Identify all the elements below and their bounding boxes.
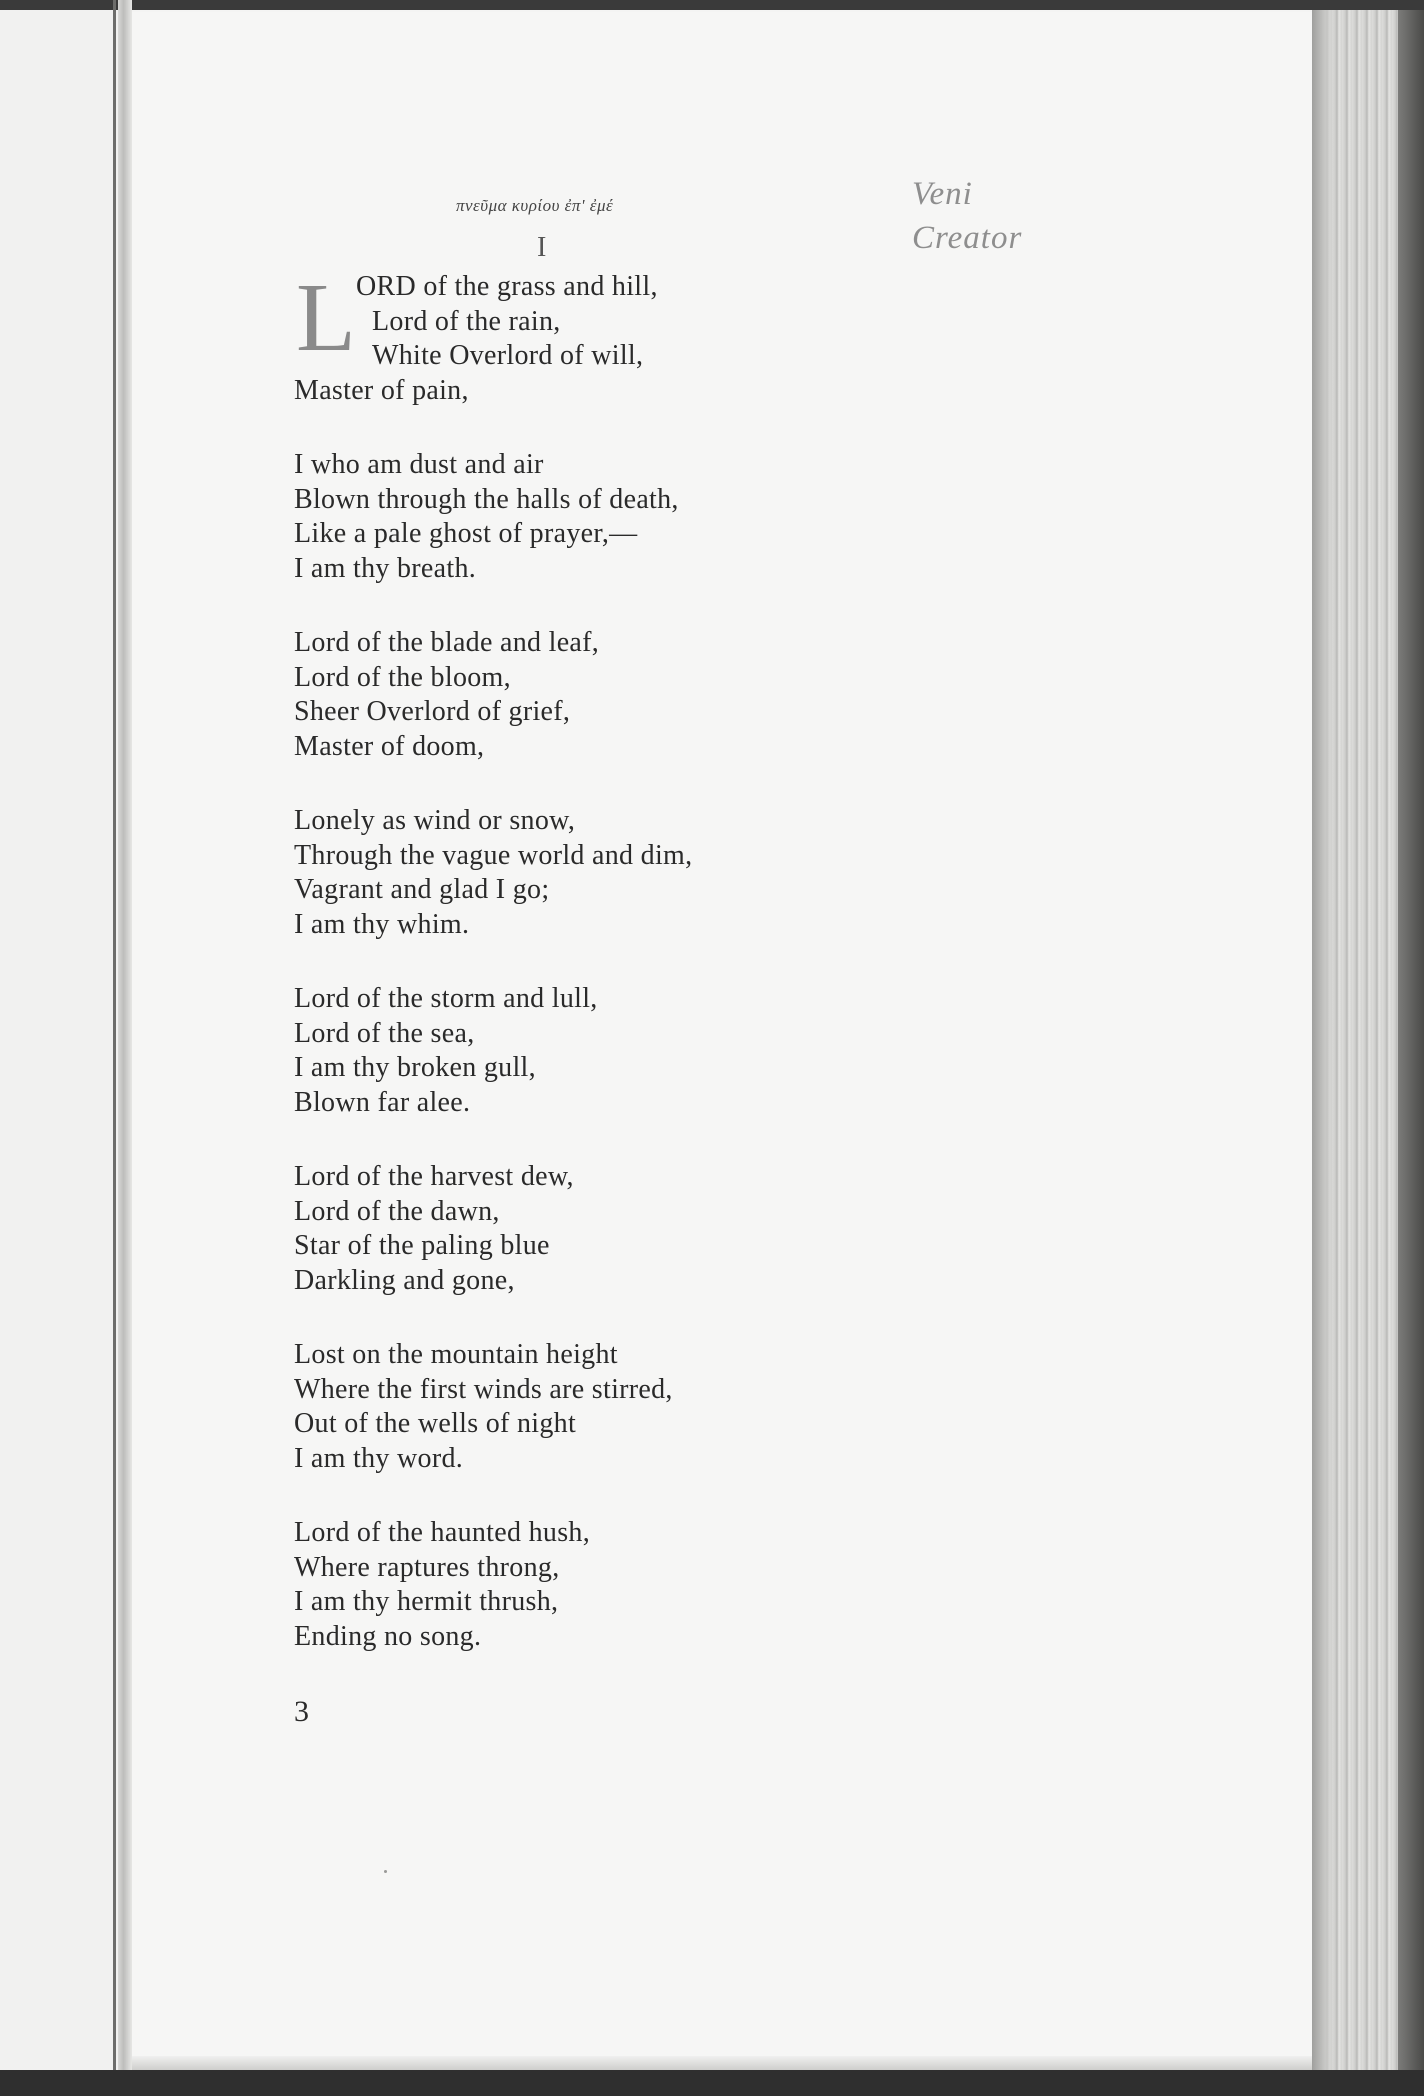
page-number: 3	[294, 1695, 309, 1728]
scan-bottom-border	[0, 2070, 1424, 2096]
poem-line: Lost on the mountain height	[294, 1339, 618, 1370]
stanza	[294, 1516, 692, 1654]
poem-line: White Overlord of will,	[372, 340, 644, 371]
fore-edge-shadow	[1312, 10, 1334, 2082]
poem-line: Where the first winds are stirred,	[294, 1373, 673, 1405]
poem-line: Lord of the harvest dew,	[294, 1161, 574, 1192]
scan-top-border	[0, 0, 1424, 10]
facing-page-edge	[0, 10, 130, 2070]
poem-line: I am thy breath.	[294, 552, 477, 584]
poem-line: Lord of the haunted hush,	[294, 1517, 590, 1548]
stanza	[294, 1160, 692, 1298]
poem-line: Master of doom,	[294, 730, 485, 762]
stanza	[294, 448, 692, 586]
poem-line: Like a pale ghost of prayer,—	[294, 518, 638, 549]
stanza	[294, 264, 692, 408]
poem-line: Ending no song.	[294, 1620, 482, 1652]
stanza	[294, 804, 692, 942]
poem-line: Master of pain,	[294, 374, 469, 406]
poem-line: Lonely as wind or snow,	[294, 805, 576, 836]
poem-line: I am thy whim.	[294, 908, 470, 940]
poem-line: Lord of the sea,	[294, 1017, 475, 1049]
poem-line: I am thy broken gull,	[294, 1052, 536, 1083]
poem-line: ORD of the grass and hill,	[356, 271, 658, 302]
stanza	[294, 1338, 692, 1476]
poem-line: Out of the wells of night	[294, 1408, 577, 1439]
stanza	[294, 982, 692, 1120]
poem-title-line-2: Creator	[912, 220, 1023, 256]
poem-line: Through the vague world and dim,	[294, 839, 693, 871]
gutter-line	[113, 0, 116, 2090]
paper-speck	[384, 1870, 387, 1873]
poem-body	[294, 264, 693, 1654]
poem-line: Lord of the bloom,	[294, 661, 511, 693]
fore-edge-dark-side	[1398, 10, 1424, 2082]
poem-line: Where raptures throng,	[294, 1551, 560, 1583]
poem-line: Lord of the dawn,	[294, 1195, 500, 1227]
poem-line: Star of the paling blue	[294, 1230, 550, 1261]
poem-line: I am thy word.	[294, 1442, 464, 1474]
poem-line: Lord of the storm and lull,	[294, 983, 598, 1014]
book-gutter	[118, 0, 132, 2080]
poem-title-line-1: Veni	[912, 176, 973, 212]
poem-line: Lord of the rain,	[372, 305, 561, 337]
section-number: I	[537, 232, 547, 263]
poem-line: Vagrant and glad I go;	[294, 874, 550, 905]
poem-line: I who am dust and air	[294, 449, 544, 480]
drop-cap-letter: L	[296, 264, 357, 372]
poem-line: Sheer Overlord of grief,	[294, 696, 571, 727]
poem-line: Blown through the halls of death,	[294, 483, 679, 515]
poem-line: Darkling and gone,	[294, 1264, 515, 1296]
stanza	[294, 626, 692, 764]
poem-line: Lord of the blade and leaf,	[294, 627, 600, 658]
poem-line: Blown far alee.	[294, 1086, 471, 1118]
poem-title	[912, 172, 1022, 260]
greek-epigraph: πνεῦμα κυρίου ἐπ' ἐμέ	[456, 196, 614, 215]
poem-line: I am thy hermit thrush,	[294, 1586, 559, 1617]
